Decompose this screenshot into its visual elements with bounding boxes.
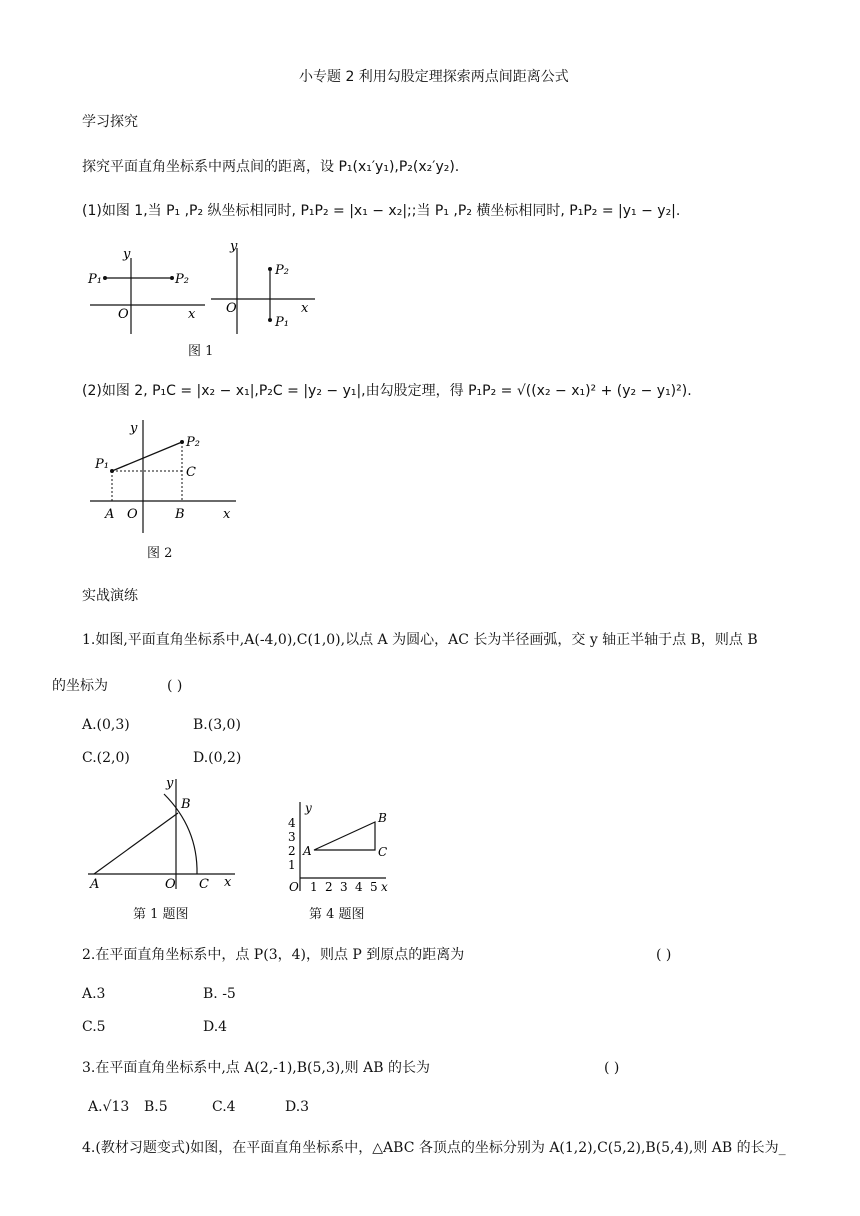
question-1-line-2: 的坐标为 — [52, 678, 108, 694]
question-2-option-a: A.3 — [82, 986, 106, 1002]
label-p2-2: P₂ — [275, 263, 289, 278]
label-p2: P₂ — [186, 435, 200, 450]
label-y-2: y — [230, 239, 238, 254]
question-2: 2.在平面直角坐标系中，点 P(3，4)，则点 P 到原点的距离为 — [82, 947, 465, 963]
label-p1: P₁ — [95, 457, 109, 472]
question-1-option-c: C.(2,0) — [82, 750, 130, 766]
tick-x-4: 4 — [355, 880, 363, 894]
question-1-option-a: A.(0,3) — [82, 717, 130, 733]
triangle-abc — [314, 822, 375, 850]
label-o: O — [165, 877, 176, 892]
page-title: 小专题 2 利用勾股定理探索两点间距离公式 — [299, 69, 569, 85]
question-1-line-1: 1.如图,平面直角坐标系中,A(-4,0),C(1,0),以点 A 为圆心，AC 长为半径画弧，交 y 轴正半轴于点 B，则点 B — [82, 632, 758, 648]
figure-2-caption: 图 2 — [147, 546, 173, 561]
label-o: O — [289, 880, 299, 894]
tick-y-2: 2 — [288, 844, 296, 858]
question-1-option-d: D.(0,2) — [193, 750, 242, 766]
segment-p1p2 — [112, 442, 182, 471]
question-3: 3.在平面直角坐标系中,点 A(2,-1),B(5,3),则 AB 的长为 — [82, 1060, 430, 1076]
label-b: B — [181, 797, 191, 812]
question-2-option-d: D.4 — [203, 1019, 228, 1035]
label-y: y — [130, 421, 138, 436]
tick-x-5: 5 — [370, 880, 378, 894]
figure-question-1 — [88, 776, 238, 891]
label-x: x — [223, 507, 231, 522]
paragraph-1: (1)如图 1,当 P₁ ,P₂ 纵坐标相同时, P₁P₂ = |x₁ − x₂|;;当 P₁ ,P₂ 横坐标相同时, P₁P₂ = |y₁ − y₂|. — [82, 203, 681, 219]
label-b: B — [378, 811, 387, 825]
tick-x-3: 3 — [340, 880, 348, 894]
figure-question-4-caption: 第 4 题图 — [309, 907, 365, 922]
section-heading-practice: 实战演练 — [82, 588, 138, 604]
label-c: C — [199, 877, 209, 892]
label-y: y — [305, 801, 312, 815]
label-p1: P₁ — [88, 272, 102, 287]
label-o-2: O — [226, 301, 237, 316]
label-y: y — [166, 776, 174, 791]
question-4: 4.(教材习题变式)如图，在平面直角坐标系中，△ABC 各顶点的坐标分别为 A(1,2),C(5,2),B(5,4),则 AB 的长为_ — [82, 1140, 786, 1156]
tick-x-1: 1 — [310, 880, 318, 894]
label-o: O — [127, 507, 138, 522]
label-x: x — [224, 875, 232, 890]
figure-1-caption: 图 1 — [188, 344, 214, 359]
label-y: y — [123, 247, 131, 262]
intro-paragraph: 探究平面直角坐标系中两点间的距离，设 P₁(x₁′y₁),P₂(x₂′y₂). — [82, 159, 460, 175]
segment-ab — [94, 813, 178, 874]
question-2-answer-paren: ( ) — [656, 947, 672, 963]
question-3-option-a: A.√13 — [88, 1099, 130, 1115]
question-1-answer-paren: ( ) — [167, 678, 183, 694]
label-x: x — [188, 307, 196, 322]
label-a: A — [303, 844, 312, 858]
label-x: x — [381, 880, 388, 894]
question-2-option-c: C.5 — [82, 1019, 106, 1035]
label-a: A — [90, 877, 100, 892]
figure-question-1-caption: 第 1 题图 — [133, 907, 189, 922]
question-3-option-b: B.5 — [144, 1099, 168, 1115]
tick-y-3: 3 — [288, 830, 296, 844]
label-b: B — [175, 507, 185, 522]
figure-2 — [90, 420, 240, 535]
label-c: C — [186, 465, 196, 480]
label-x-2: x — [301, 301, 309, 316]
question-1-option-b: B.(3,0) — [193, 717, 241, 733]
label-o: O — [118, 307, 129, 322]
question-3-option-d: D.3 — [285, 1099, 310, 1115]
question-3-option-c: C.4 — [212, 1099, 236, 1115]
figure-question-4 — [286, 800, 396, 895]
figure-1 — [85, 236, 325, 336]
section-heading-study: 学习探究 — [82, 114, 138, 130]
tick-y-1: 1 — [288, 858, 296, 872]
label-p1-2: P₁ — [275, 315, 289, 330]
label-c: C — [378, 845, 388, 859]
label-p2: P₂ — [175, 272, 189, 287]
paragraph-2: (2)如图 2, P₁C = |x₂ − x₁|,P₂C = |y₂ − y₁|,由勾股定理，得 P₁P₂ = √((x₂ − x₁)² + (y₂ − y₁)²). — [82, 383, 692, 399]
tick-x-2: 2 — [325, 880, 333, 894]
tick-y-4: 4 — [288, 816, 296, 830]
label-a: A — [105, 507, 115, 522]
question-2-option-b: B. -5 — [203, 986, 236, 1002]
question-3-answer-paren: ( ) — [604, 1060, 620, 1076]
